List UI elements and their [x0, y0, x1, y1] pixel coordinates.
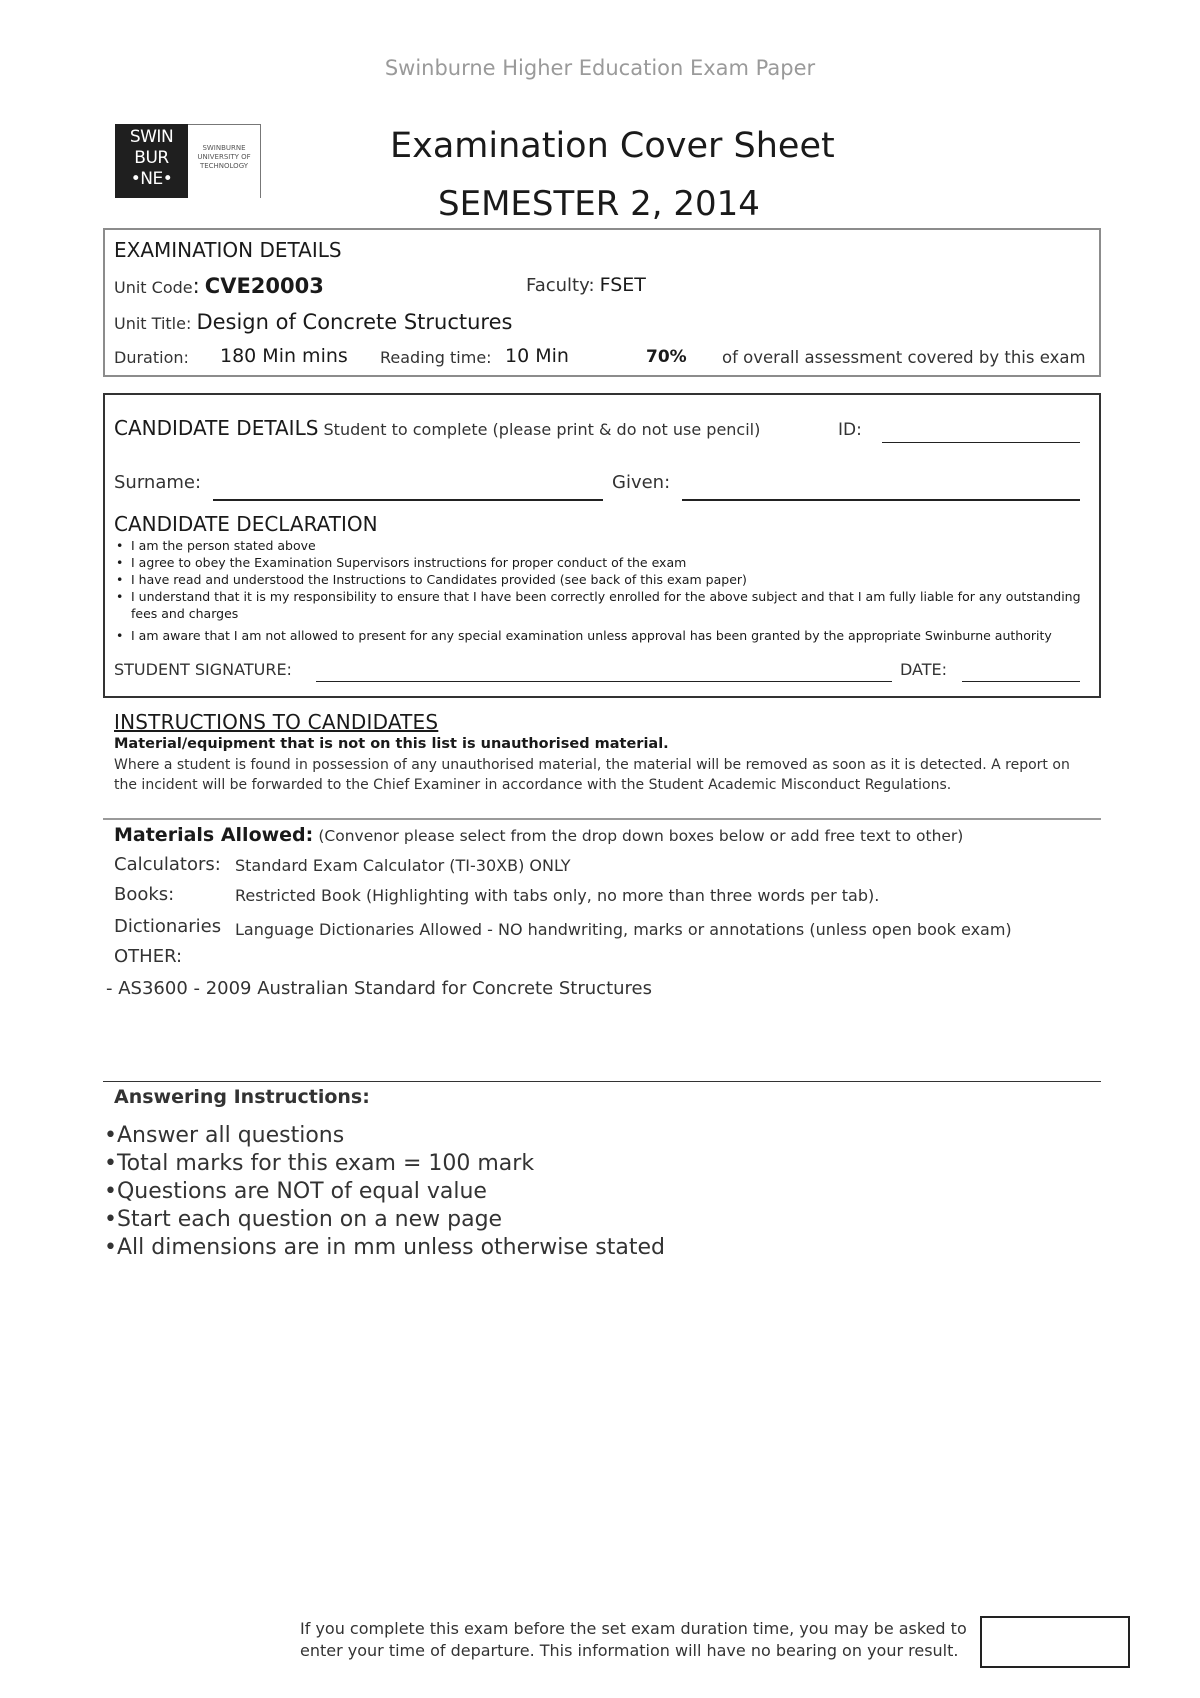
answering-instructions-heading: Answering Instructions: [114, 1086, 370, 1108]
materials-allowed-heading: Materials Allowed: [114, 824, 314, 846]
unit-title-label: Unit Title: [114, 314, 192, 333]
list-item: • Start each question on a new page [104, 1206, 665, 1234]
candidate-details-instruction: Student to complete (please print & do not use pencil) [323, 420, 761, 439]
declaration-item: • I am the person stated above [116, 537, 1091, 554]
candidate-details-heading: CANDIDATE DETAILS [114, 416, 319, 440]
surname-label: Surname: [114, 472, 202, 493]
student-id-label: ID: [838, 420, 862, 440]
declaration-item: • I understand that it is my responsibility to ensure that I have been correctly enrolled for the above subject and that I am fully liable for any outstanding fees and charges [116, 588, 1091, 622]
logo-university-text: SWINBURNE UNIVERSITY OF TECHNOLOGY [197, 144, 251, 170]
section-divider [103, 818, 1101, 820]
departure-time-note: If you complete this exam before the set exam duration time, you may be asked to enter your time of departure. This information will have no bearing on your result. [300, 1619, 967, 1660]
assessment-weight: 70% [646, 347, 687, 367]
surname-field[interactable] [213, 499, 603, 501]
list-item: • Total marks for this exam = 100 mark [104, 1150, 665, 1178]
other-value: - AS3600 - 2009 Australian Standard for Concrete Structures [106, 978, 652, 999]
student-signature-field[interactable] [316, 681, 892, 682]
semester-title: SEMESTER 2, 2014 [438, 184, 760, 224]
departure-time-box[interactable] [980, 1616, 1130, 1668]
duration-value: 180 Min mins [220, 345, 348, 367]
declaration-item: • I agree to obey the Examination Supervisors instructions for proper conduct of the exam [116, 554, 1091, 571]
unit-code-label: Unit Code [114, 278, 193, 297]
unauthorised-material-warning: Material/equipment that is not on this list is unauthorised material. [114, 736, 669, 752]
given-name-label: Given: [612, 472, 671, 493]
assessment-weight-text: of overall assessment covered by this exam [722, 348, 1086, 367]
list-item: • All dimensions are in mm unless otherwise stated [104, 1234, 665, 1262]
faculty-label: Faculty: [526, 275, 595, 296]
section-divider [103, 1081, 1101, 1082]
faculty-value: FSET [599, 274, 646, 296]
logo-line: SWIN [129, 127, 174, 147]
dictionaries-label: Dictionaries [114, 916, 222, 937]
date-field[interactable] [962, 681, 1080, 682]
other-label: OTHER: [114, 946, 183, 967]
candidate-details-header [114, 416, 760, 440]
faculty-row [526, 274, 646, 296]
materials-allowed-header [114, 824, 963, 846]
swinburne-logo [115, 124, 261, 198]
unit-code-row [114, 274, 324, 298]
student-signature-label: STUDENT SIGNATURE: [114, 660, 292, 679]
reading-time-label: Reading time: [380, 348, 492, 367]
calculators-label: Calculators: [114, 854, 221, 875]
reading-time-value: 10 Min [505, 345, 569, 367]
dictionaries-value: Language Dictionaries Allowed - NO handwriting, marks or annotations (unless open book exam) [235, 920, 1012, 939]
list-item: • Questions are NOT of equal value [104, 1178, 665, 1206]
declaration-list [116, 537, 1091, 644]
candidate-declaration-heading: CANDIDATE DECLARATION [114, 512, 378, 536]
declaration-item: • I have read and understood the Instructions to Candidates provided (see back of this exam paper) [116, 571, 1091, 588]
list-item: • Answer all questions [104, 1122, 665, 1150]
calculators-value: Standard Exam Calculator (TI-30XB) ONLY [235, 856, 571, 875]
given-name-field[interactable] [682, 499, 1080, 501]
duration-label: Duration: [114, 348, 189, 367]
unit-title-value: Design of Concrete Structures [196, 310, 513, 334]
answering-instructions-list [104, 1122, 665, 1262]
unit-code-value: CVE20003 [204, 274, 324, 298]
materials-allowed-note: (Convenor please select from the drop down boxes below or add free text to other) [318, 827, 964, 845]
declaration-item: • I am aware that I am not allowed to present for any special examination unless approval has been granted by the appropriate Swinburne authority [116, 627, 1091, 644]
logo-line: BUR [134, 148, 169, 168]
examination-details-heading: EXAMINATION DETAILS [114, 238, 342, 262]
page-header-title: Swinburne Higher Education Exam Paper [384, 56, 816, 80]
unit-code-colon: : [192, 274, 200, 298]
logo-mark [115, 124, 188, 198]
student-id-field[interactable] [882, 442, 1080, 443]
cover-sheet-title: Examination Cover Sheet [390, 126, 835, 166]
logo-line: •NE• [130, 169, 173, 189]
unit-title-row [114, 310, 512, 334]
instructions-text: Where a student is found in possession of any unauthorised material, the material will be removed as soon as it is detected. A report on the incident will be forwarded to the Chief Examiner in accordance with the Student Academic Misconduct Regulations. [114, 757, 1070, 793]
instructions-heading: INSTRUCTIONS TO CANDIDATES [114, 710, 439, 734]
books-label: Books: [114, 884, 175, 905]
date-label: DATE: [900, 660, 948, 679]
books-value: Restricted Book (Highlighting with tabs only, no more than three words per tab). [235, 886, 880, 905]
